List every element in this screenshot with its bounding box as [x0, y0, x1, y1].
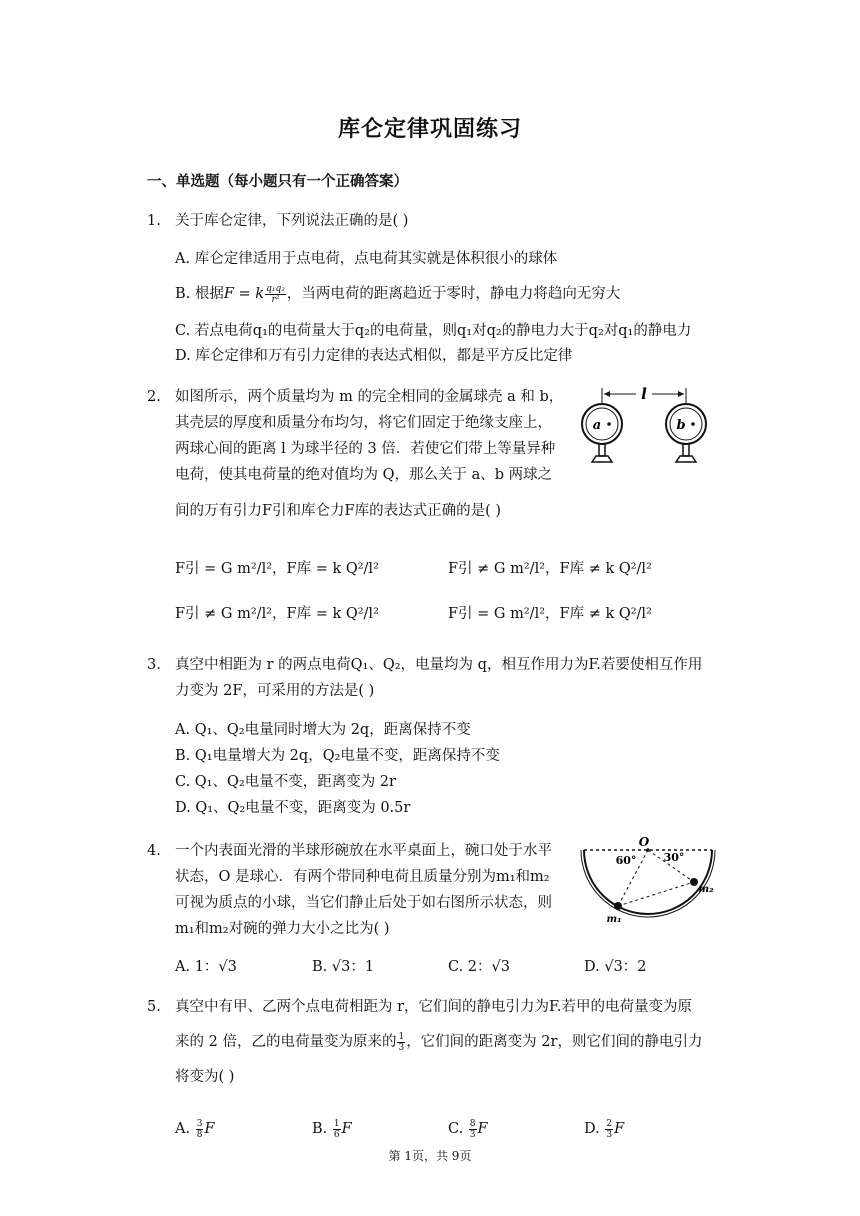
- stem-line: 状态，O 是球心．有两个带同种电荷且质量分别为m₁和m₂: [175, 869, 550, 885]
- option-b: [175, 283, 620, 305]
- stem-line: 一个内表面光滑的半球形碗放在水平桌面上，碗口处于水平: [175, 843, 552, 859]
- stand-a-base: [592, 456, 612, 462]
- option-label: B.: [312, 1121, 328, 1137]
- numerator: 1: [333, 1118, 340, 1129]
- option-d: F引 = G m²/l²，F库 ≠ k Q²/l²: [448, 606, 652, 622]
- question-stem: [175, 994, 717, 1090]
- option-label: A.: [175, 1121, 191, 1137]
- option-b: B. √3：1: [312, 959, 375, 975]
- variable-f: F: [614, 1121, 625, 1137]
- fraction: [605, 1119, 613, 1140]
- question-number: 5.: [147, 999, 161, 1015]
- ball-m2: [690, 878, 698, 886]
- line-m1-m2: [618, 882, 694, 906]
- fraction: [196, 1119, 204, 1140]
- numerator: 3: [196, 1118, 203, 1129]
- denominator: 3: [469, 1129, 476, 1140]
- question-number: 1.: [147, 213, 161, 229]
- numerator: 1: [398, 1031, 405, 1042]
- stand-b-base: [676, 456, 696, 462]
- denominator: 3: [398, 1042, 405, 1053]
- option-d: D. Q₁、Q₂电量不变，距离变为 0.5r: [175, 800, 411, 816]
- question-number: 4.: [147, 843, 161, 859]
- sphere-a-label: a: [592, 418, 602, 433]
- ball-m1: [614, 902, 622, 910]
- stem-line: 可视为质点的小球，当它们静止后处于如右图所示状态，则: [175, 895, 552, 911]
- option-d: [584, 1118, 624, 1140]
- denominator: 6: [333, 1129, 340, 1140]
- fraction: [397, 1032, 405, 1053]
- sphere-b: [666, 404, 706, 444]
- length-label: l: [641, 385, 647, 403]
- option-b: B. Q₁电量增大为 2q，Q₂电量不变，距离保持不变: [175, 748, 500, 764]
- sphere-b-label: b: [676, 418, 686, 433]
- option-a: F引 = G m²/l²，F库 = k Q²/l²: [175, 561, 379, 577]
- numerator: 2: [606, 1118, 613, 1129]
- stem-line: 真空中相距为 r 的两点电荷Q₁、Q₂，电量均为 q，相互作用力为F.若要使相互作用: [175, 657, 703, 673]
- stem-line: 力变为 2F，可采用的方法是( ): [175, 683, 375, 699]
- hemisphere-bowl-figure: [578, 834, 718, 926]
- center-o-label: O: [638, 835, 650, 849]
- sphere-a-center: [607, 422, 611, 426]
- option-c: C. Q₁、Q₂电量不变，距离变为 2r: [175, 774, 396, 790]
- sphere-b-center: [691, 422, 695, 426]
- option-c: F引 ≠ G m²/l²，F库 = k Q²/l²: [175, 606, 379, 622]
- stand-a-post: [599, 444, 605, 456]
- question-5: [147, 994, 717, 1094]
- formula: F = k: [223, 286, 265, 302]
- option-c: [448, 1118, 488, 1140]
- variable-f: F: [204, 1121, 215, 1137]
- question-number: 2.: [147, 389, 161, 405]
- arrow-left-icon: [604, 391, 610, 397]
- stem-line: 其壳层的厚度和质量分布均匀，将它们固定于绝缘支座上，: [175, 415, 552, 431]
- numerator: 8: [469, 1118, 476, 1129]
- fraction: [265, 284, 286, 305]
- stem-line: 间的万有引力F引和库仑力F库的表达式正确的是( ): [175, 503, 502, 519]
- denominator: 3: [606, 1129, 613, 1140]
- denominator: r²: [271, 294, 280, 305]
- angle-30-label: 30°: [663, 851, 685, 864]
- option-b: F引 ≠ G m²/l²，F库 ≠ k Q²/l²: [448, 561, 652, 577]
- question-3: [147, 652, 717, 712]
- angle-60-label: 60°: [615, 854, 637, 867]
- option-d: D. √3：2: [584, 959, 647, 975]
- option-b-suffix: ，当两电荷的距离趋近于零时，静电力将趋向无穷大: [286, 286, 621, 302]
- arrow-right-icon: [678, 391, 684, 397]
- question-stem: 关于库仑定律，下列说法正确的是( ): [175, 213, 409, 229]
- section-heading: 一、单选题（每小题只有一个正确答案）: [147, 173, 408, 190]
- stem-line: 如图所示，两个质量均为 m 的完全相同的金属球壳 a 和 b，: [175, 389, 564, 405]
- question-stem: [175, 384, 575, 524]
- option-b-prefix: B. 根据: [175, 286, 224, 302]
- option-a: [175, 1118, 215, 1140]
- variable-f: F: [341, 1121, 352, 1137]
- variable-f: F: [477, 1121, 488, 1137]
- page-footer: 第 1页，共 9页: [388, 1149, 472, 1163]
- option-d: D. 库仑定律和万有引力定律的表达式相似，都是平方反比定律: [175, 348, 573, 364]
- stem-line: 电荷，使其电荷量的绝对值均为 Q，那么关于 a、b 两球之: [175, 467, 553, 483]
- fraction: [469, 1119, 477, 1140]
- numerator: q₁q₂: [266, 283, 285, 294]
- metal-spheres-figure: [578, 382, 718, 478]
- option-c: C. 2：√3: [448, 959, 510, 975]
- option-b: [312, 1118, 352, 1140]
- sphere-a: [582, 404, 622, 444]
- stem-text: ，它们间的距离变为 2r，则它们间的静电引力: [406, 1034, 703, 1050]
- stand-b-post: [683, 444, 689, 456]
- question-stem: [175, 838, 575, 942]
- option-a: A. 1：√3: [175, 959, 237, 975]
- stem-line: m₁和m₂对碗的弹力大小之比为( ): [175, 921, 390, 937]
- m1-label: m₁: [606, 914, 622, 925]
- stem-line: [175, 1029, 717, 1055]
- option-label: C.: [448, 1121, 464, 1137]
- m2-label: m₂: [698, 884, 714, 895]
- question-stem: [175, 652, 717, 704]
- stem-text: 来的 2 倍，乙的电荷量变为原来的: [175, 1034, 397, 1050]
- stem-line: 将变为( ): [175, 1069, 235, 1085]
- option-c: C. 若点电荷q₁的电荷量大于q₂的电荷量，则q₁对q₂的静电力大于q₂对q₁的静电力: [175, 323, 692, 339]
- option-a: A. 库仑定律适用于点电荷，点电荷其实就是体积很小的球体: [175, 251, 558, 267]
- stem-line: 真空中有甲、乙两个点电荷相距为 r，它们间的静电引力为F.若甲的电荷量变为原: [175, 999, 692, 1015]
- question-number: 3.: [147, 657, 161, 673]
- stem-line: 两球心间的距离 l 为球半径的 3 倍．若使它们带上等量异种: [175, 441, 556, 457]
- denominator: 8: [196, 1129, 203, 1140]
- option-a: A. Q₁、Q₂电量同时增大为 2q，距离保持不变: [175, 722, 471, 738]
- fraction: [333, 1119, 341, 1140]
- page-title: 库仑定律巩固练习: [337, 116, 522, 142]
- option-label: D.: [584, 1121, 600, 1137]
